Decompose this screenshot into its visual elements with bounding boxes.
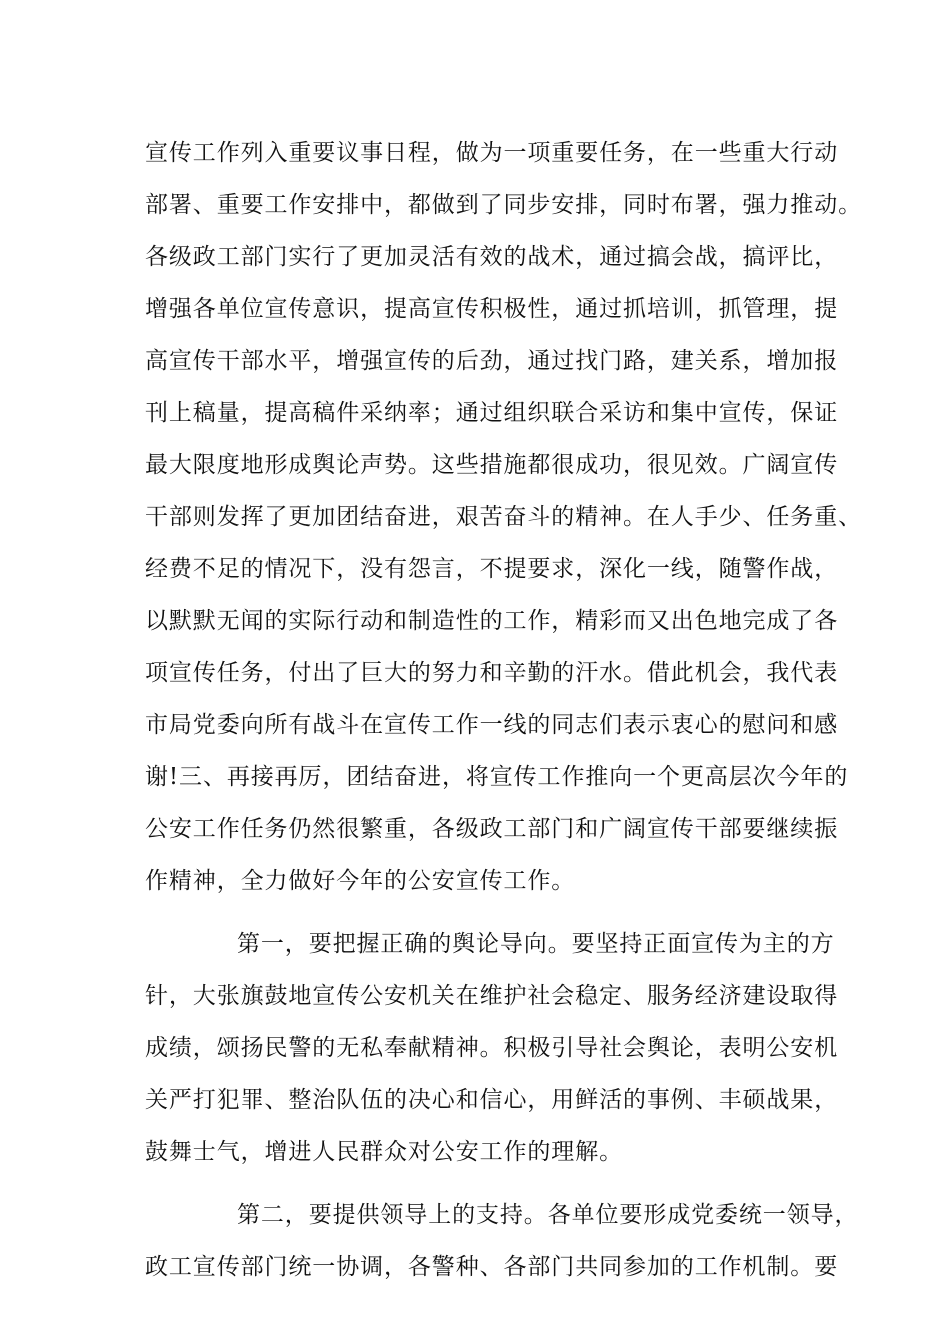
text-line: 最大限度地形成舆论声势。这些措施都很成功，很见效。广阔宣传 xyxy=(145,452,839,478)
text-line: 各级政工部门实行了更加灵活有效的战术，通过搞会战，搞评比， xyxy=(145,244,839,270)
text-line: 成绩，颂扬民警的无私奉献精神。积极引导社会舆论，表明公安机 xyxy=(145,1035,839,1061)
text-line: 第一，要把握正确的舆论导向。要坚持正面宣传为主的方 xyxy=(237,931,835,957)
paragraph xyxy=(145,127,862,907)
text-line: 干部则发挥了更加团结奋进，艰苦奋斗的精神。在人手少、任务重、 xyxy=(145,504,862,530)
text-line: 增强各单位宣传意识，提高宣传积极性，通过抓培训，抓管理，提 xyxy=(145,296,839,322)
text-line: 以默默无闻的实际行动和制造性的工作，精彩而又出色地完成了各 xyxy=(145,608,839,634)
text-line: 政工宣传部门统一协调，各警种、各部门共同参加的工作机制。要 xyxy=(145,1254,839,1280)
paragraph-spacing xyxy=(145,907,835,918)
text-line: 针，大张旗鼓地宣传公安机关在维护社会稳定、服务经济建设取得 xyxy=(145,983,839,1009)
text-line: 部署、重要工作安排中，都做到了同步安排，同时布署，强力推动。 xyxy=(145,192,862,218)
text-line: 鼓舞士气，增进人民群众对公安工作的理解。 xyxy=(145,1139,623,1165)
text-line: 公安工作任务仍然很繁重，各级政工部门和广阔宣传干部要继续振 xyxy=(145,816,839,842)
text-line: 宣传工作列入重要议事日程，做为一项重要任务，在一些重大行动 xyxy=(145,140,839,166)
paragraph xyxy=(145,1189,859,1293)
text-line: 第二，要提供领导上的支持。各单位要形成党委统一领导， xyxy=(237,1202,859,1228)
document-body xyxy=(145,127,862,1293)
text-line: 谢!三、再接再厉，团结奋进，将宣传工作推向一个更高层次今年的 xyxy=(145,764,849,790)
text-line: 关严打犯罪、整治队伍的决心和信心，用鲜活的事例、丰硕战果， xyxy=(145,1087,839,1113)
text-line: 刊上稿量，提高稿件采纳率；通过组织联合采访和集中宣传，保证 xyxy=(145,400,839,426)
text-line: 高宣传干部水平，增强宣传的后劲，通过找门路，建关系，增加报 xyxy=(145,348,839,374)
text-line: 经费不足的情况下，没有怨言，不提要求，深化一线，随警作战， xyxy=(145,556,839,582)
text-line: 市局党委向所有战斗在宣传工作一线的同志们表示衷心的慰问和感 xyxy=(145,712,839,738)
paragraph-spacing xyxy=(145,1178,835,1189)
paragraph xyxy=(145,918,839,1178)
text-line: 作精神，全力做好今年的公安宣传工作。 xyxy=(145,868,576,894)
text-line: 项宣传任务，付出了巨大的努力和辛勤的汗水。借此机会，我代表 xyxy=(145,660,839,686)
